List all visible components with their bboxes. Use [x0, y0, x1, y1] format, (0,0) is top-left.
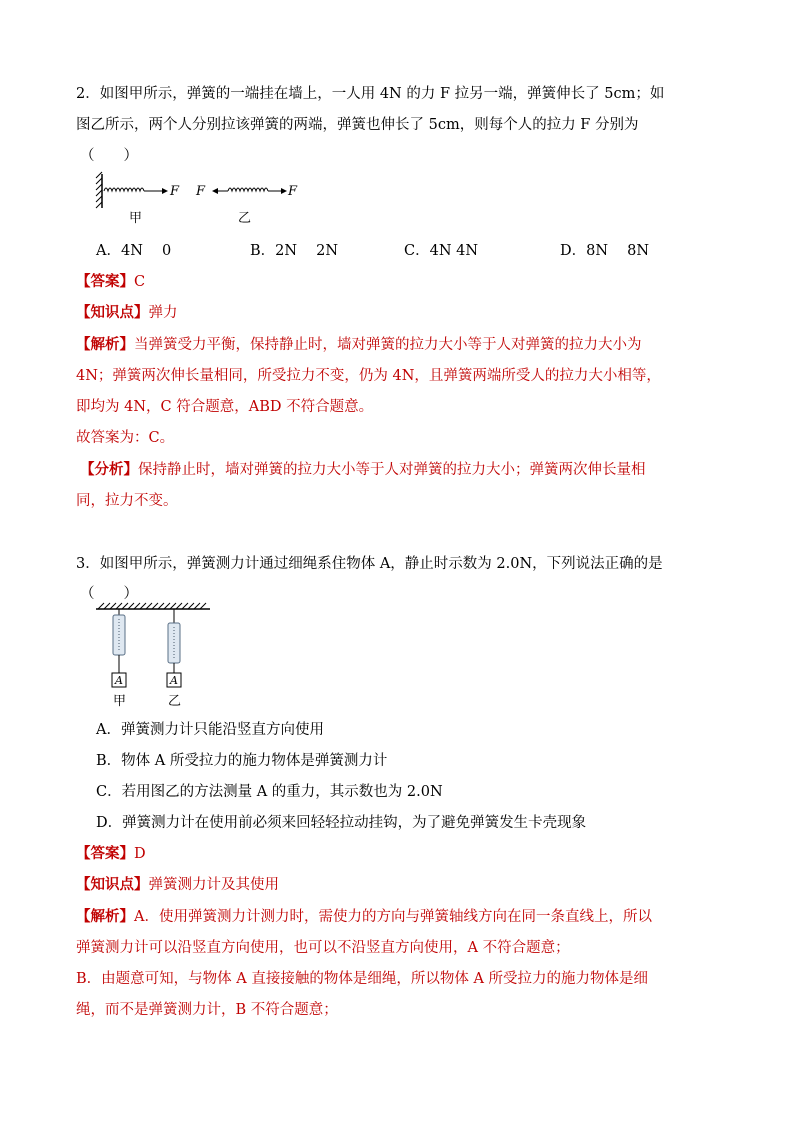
- q3-answer: [76, 842, 146, 863]
- q2-option-b: B．2N 2N: [250, 243, 339, 259]
- spring-scale-jia: [113, 609, 125, 673]
- caption-jia: 甲: [113, 694, 127, 709]
- wall-hatch: [96, 172, 102, 208]
- q2-figure: [96, 172, 316, 228]
- q2-paren: （ ）: [80, 148, 138, 164]
- arrowhead-yi-right: [281, 188, 287, 194]
- kp-value: 弹力: [148, 305, 178, 321]
- q2-analysis-line-3: 即均为 4N，C 符合题意，ABD 不符合题意。: [76, 399, 374, 415]
- q3-option-c: C．若用图乙的方法测量 A 的重力，其示数也为 2.0N: [96, 784, 443, 800]
- kp-tag: 【知识点】: [76, 304, 149, 321]
- block-a-jia-label: A: [115, 674, 123, 687]
- answer-value: C: [134, 274, 146, 290]
- q3-analysis-line-2: 弹簧测力计可以沿竖直方向使用，也可以不沿竖直方向使用，A 不符合题意；: [76, 940, 570, 956]
- spring-yi: [228, 188, 268, 191]
- arrowhead-jia: [162, 188, 168, 194]
- q3-knowledge-point: [76, 873, 279, 894]
- q2-conclusion: 故答案为：C。: [76, 430, 175, 446]
- q3-option-b: B．物体 A 所受拉力的施力物体是弹簧测力计: [96, 753, 388, 769]
- spring-jia: [104, 188, 144, 191]
- q2-option-a: A．4N 0: [96, 243, 172, 259]
- q2-fenxi-line-2: 同，拉力不变。: [76, 493, 178, 509]
- kp-tag: 【知识点】: [76, 876, 149, 893]
- analysis-tag: 【解析】: [76, 336, 134, 353]
- q3-analysis-line-4: 绳，而不是弹簧测力计，B 不符合题意；: [76, 1002, 338, 1018]
- ceiling-hatch: [98, 603, 206, 609]
- label-f-yi-right: F: [288, 184, 298, 199]
- analysis-tag: 【解析】: [76, 908, 134, 925]
- q2-analysis-line-2: 4N；弹簧两次伸长量相同，所受拉力不变，仍为 4N，且弹簧两端所受人的拉力大小相等，: [76, 368, 661, 384]
- fenxi-tag: 【分析】: [80, 461, 138, 478]
- q3-analysis-line-3: B．由题意可知，与物体 A 直接接触的物体是细绳，所以物体 A 所受拉力的施力物体是细: [76, 971, 649, 987]
- q3-option-a: A．弹簧测力计只能沿竖直方向使用: [96, 722, 324, 738]
- q2-stem-line-1: 2．如图甲所示，弹簧的一端挂在墙上，一人用 4N 的力 F 拉另一端，弹簧伸长了 5cm；如: [76, 86, 665, 102]
- caption-yi: 乙: [168, 694, 182, 709]
- q2-stem-line-2: 图乙所示，两个人分别拉该弹簧的两端，弹簧也伸长了 5cm，则每个人的拉力 F 分别为: [76, 117, 639, 133]
- q3-paren: （ ）: [80, 586, 138, 602]
- q2-knowledge-point: [76, 301, 178, 322]
- q2-analysis-line-1: 【解析】当弹簧受力平衡，保持静止时，墙对弹簧的拉力大小等于人对弹簧的拉力大小为: [76, 336, 642, 353]
- q2-option-d: D．8N 8N: [560, 243, 650, 259]
- label-f-jia: F: [170, 184, 180, 199]
- q3-stem-line-1: 3．如图甲所示，弹簧测力计通过细绳系住物体 A，静止时示数为 2.0N，下列说法正确的是: [76, 556, 663, 572]
- q2-answer: [76, 270, 145, 291]
- q2-fenxi-line-1: 【分析】保持静止时，墙对弹簧的拉力大小等于人对弹簧的拉力大小；弹簧两次伸长量相: [80, 461, 646, 478]
- kp-value: 弹簧测力计及其使用: [148, 877, 279, 893]
- q3-analysis-line-1: 【解析】A．使用弹簧测力计测力时，需使力的方向与弹簧轴线方向在同一条直线上，所以: [76, 908, 652, 925]
- answer-tag: 【答案】: [76, 845, 134, 862]
- caption-jia: 甲: [129, 211, 143, 226]
- answer-tag: 【答案】: [76, 273, 134, 290]
- spring-scale-yi: [168, 609, 180, 673]
- caption-yi: 乙: [238, 211, 252, 226]
- block-a-yi-label: A: [170, 674, 178, 687]
- q3-option-d: D．弹簧测力计在使用前必须来回轻轻拉动挂钩，为了避免弹簧发生卡壳现象: [96, 815, 587, 831]
- q3-figure: [96, 603, 216, 711]
- answer-value: D: [134, 846, 146, 862]
- label-f-yi-left: F: [196, 184, 206, 199]
- q2-option-c: C．4N 4N: [404, 243, 479, 259]
